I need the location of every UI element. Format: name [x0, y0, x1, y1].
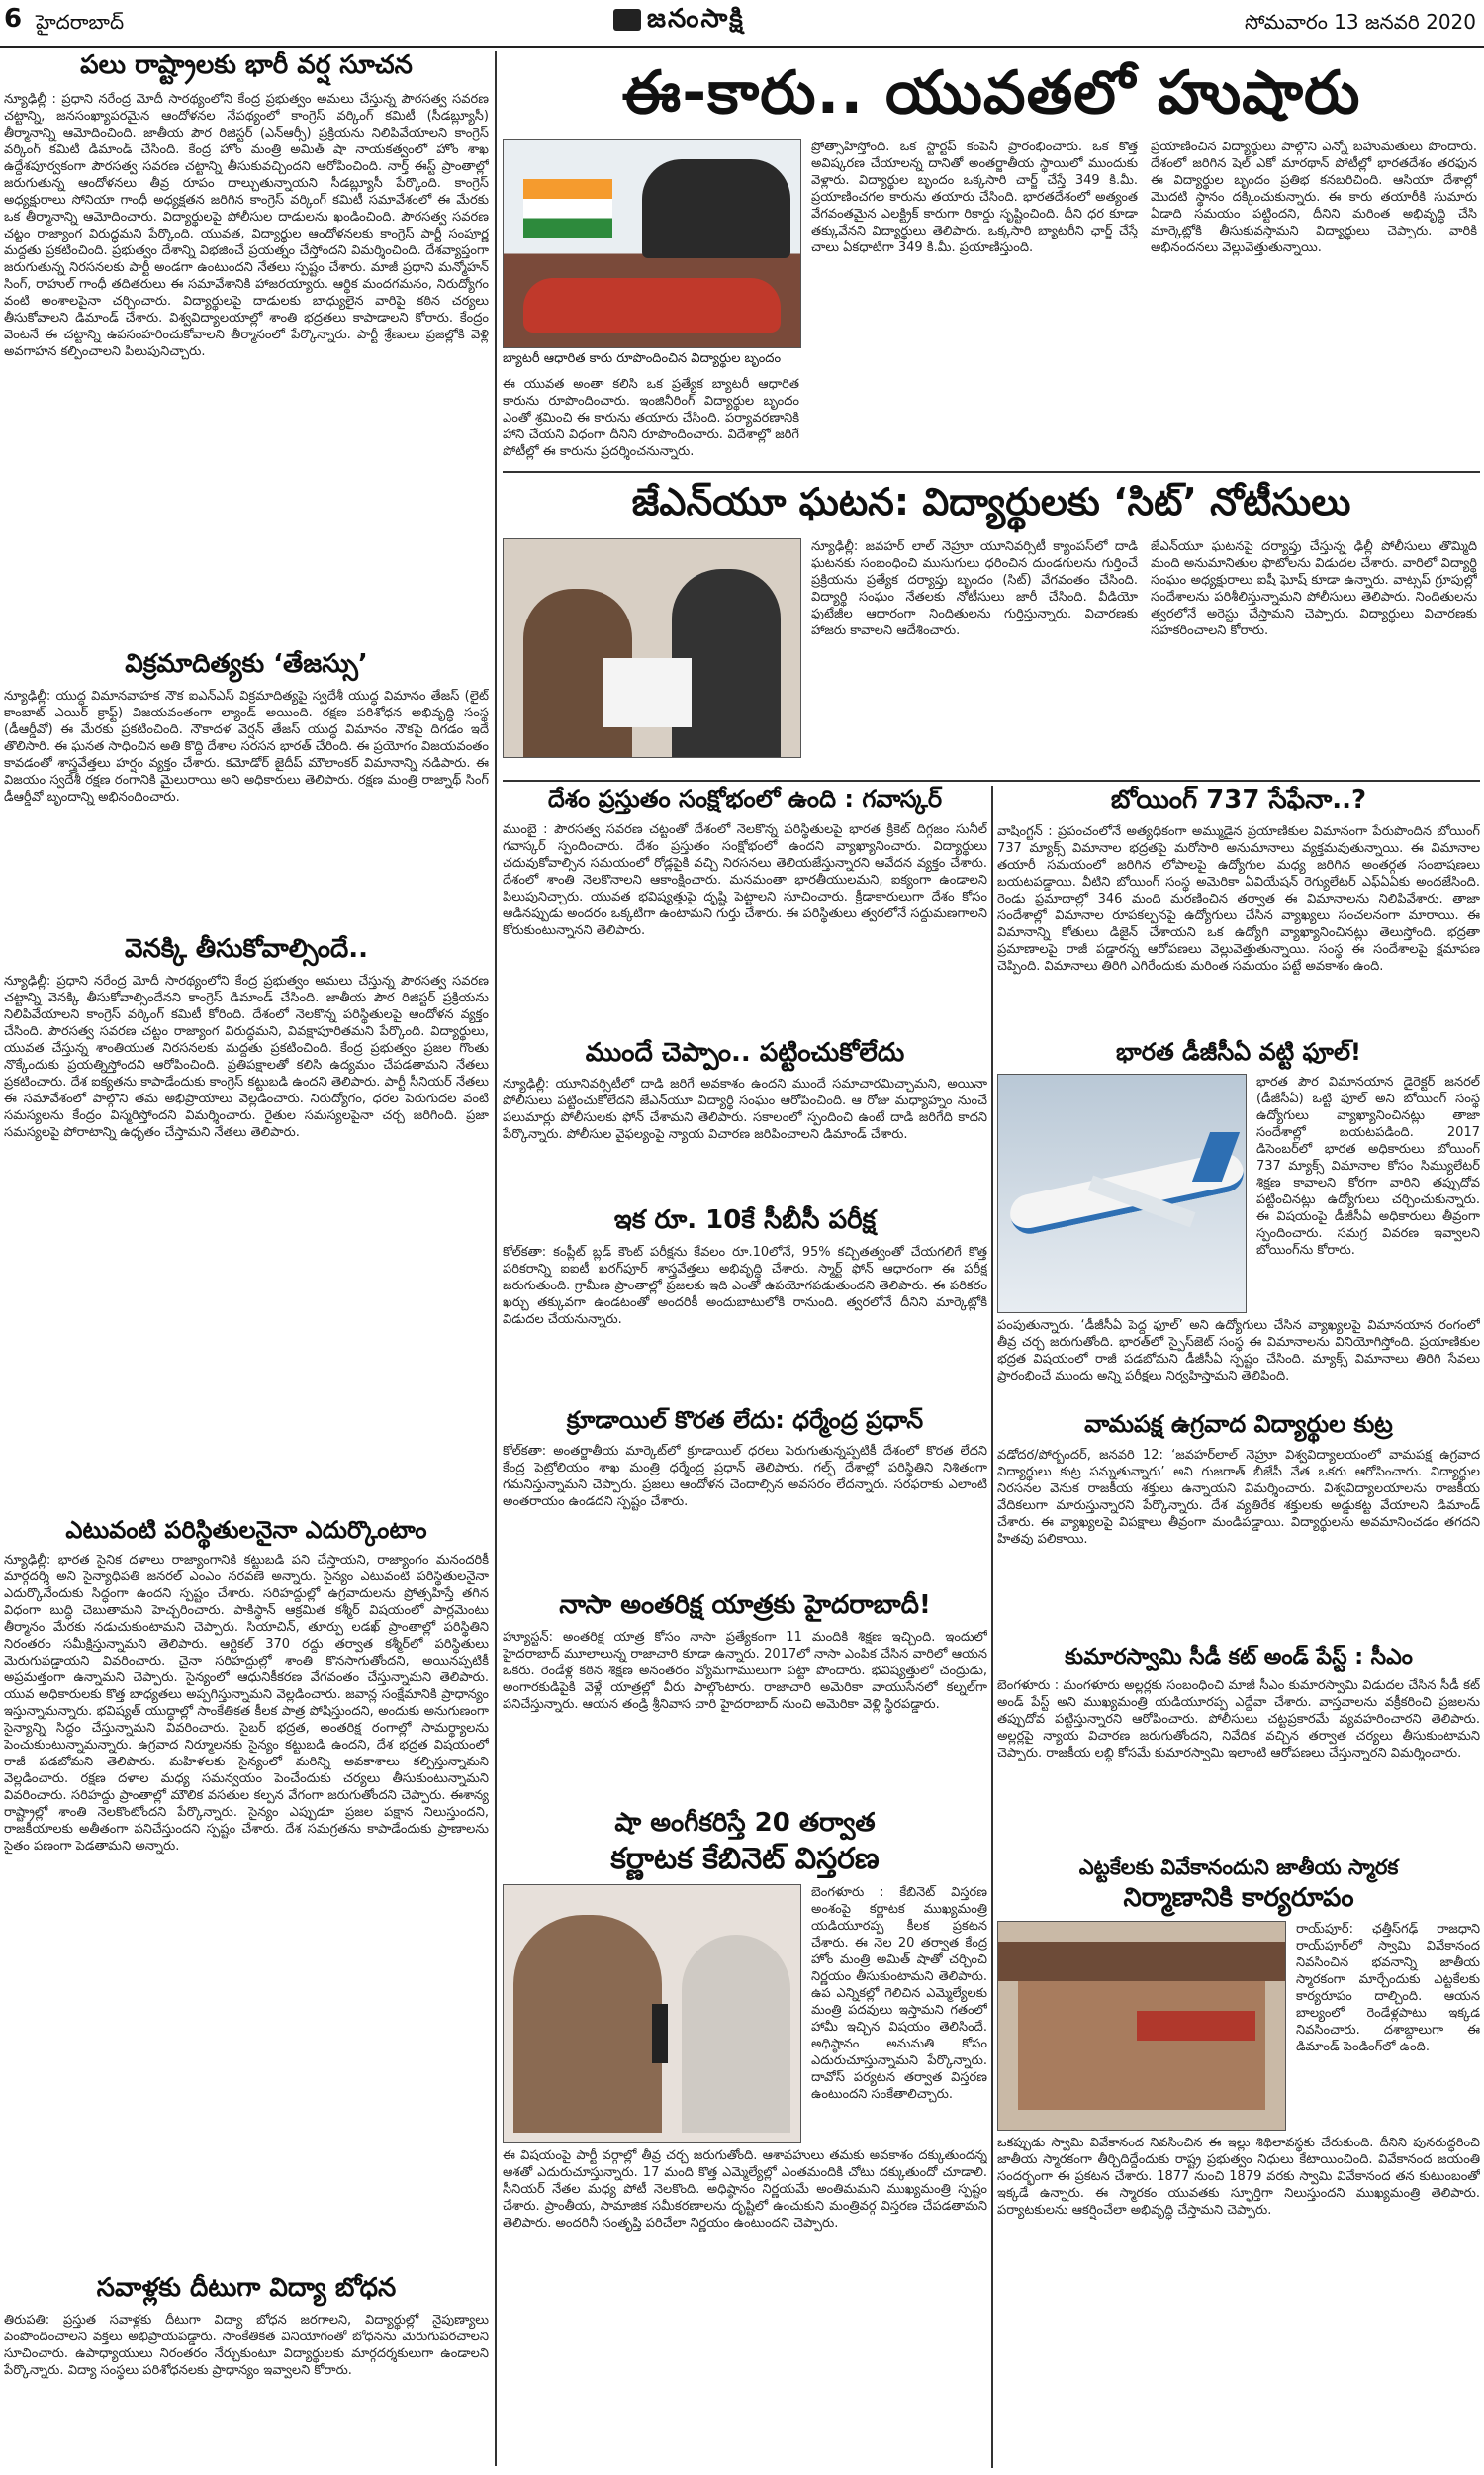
middle-column [503, 786, 987, 2468]
dgca-headline: భారత డీజీసీఏ వట్టి ఫూల్! [1116, 1037, 1361, 1066]
karnataka-headline-line1: షా అంగీకరిస్తే 20 తర్వాత [614, 1807, 876, 1838]
paper-name-text: జనంసాక్షి [647, 4, 745, 34]
vivekananda-body: రాయ్‌పూర్: ఛత్తీస్‌గఢ్ రాజధాని రాయ్‌పూర్‌లో స్వామి వివేకానంద నివసించిన భవనాన్ని జాతీయ స్మారకంగా మార్చేందుకు ఎట్టకేలకు కార్యరూపం దాల్చింది. ఆయన బాల్యంలో రెండేళ్లపాటు ఇక్కడ నివసించారు. దశాబ్దాలుగా ఈ డిమాండ్ పెండింగ్‌లో ఉంది. [1296, 1922, 1480, 2055]
karnataka-body-2: ఈ విషయంపై పార్టీ వర్గాల్లో తీవ్ర చర్చ జరుగుతోంది. ఆశావహులు తమకు అవకాశం దక్కుతుందన్న ఆశతో ఎదురుచూస్తున్నారు. 17 మంది కొత్త ఎమ్మెల్యేల్లో ఎంతమందికి చోటు దక్కుతుందో చూడాలి. సీనియర్ నేతల మధ్య పోటీ నెలకొంది. అధిష్ఠానం నిర్ణయమే అంతిమమని ముఖ్యమంత్రి స్పష్టం చేశారు. ప్రాంతీయ, సామాజిక సమీకరణాలను దృష్టిలో ఉంచుకుని మంత్రివర్గ విస్తరణ చేపడతామని తెలిపారు. అందరినీ సంతృప్తి పరిచేలా నిర్ణయం ఉంటుందని చెప్పారు. [503, 2148, 987, 2232]
leftwing-headline: వామపక్ష ఉగ్రవాద విద్యార్థుల కుట్ర [1084, 1410, 1393, 1439]
ecar-col3: ప్రయాణించిన విద్యార్థులు పాల్గొని ఎన్నో బహుమతులు పొందారు. దేశంలో జరిగిన షెల్ ఎకో మారథాన్ పోటీల్లో భారతదేశం తరఫున ఈ విద్యార్థుల బృందం ప్రతిభ కనబరిచింది. ఆసియా దేశాల్లో మొదటి స్థానం దక్కించుకున్నారు. ఈ కారు తయారీకి సుమారు ఏడాది సమయం పట్టిందని, దీనిని మరింత అభివృద్ధి చేసి మార్కెట్లోకి తీసుకువస్తామని విద్యార్థులు చెప్పారు. వారికి అభినందనలు వెల్లువెత్తుతున్నాయి. [1151, 140, 1477, 255]
nasa-headline: నాసా అంతరిక్ష యాత్రకు హైదరాబాదీ! [559, 1589, 931, 1620]
dgca-body: భారత పౌర విమానయాన డైరెక్టర్ జనరల్ (డీజీసీఏ) ఒట్టి ఫూల్ అని బోయింగ్ సంస్థ ఉద్యోగులు వ్యాఖ్యానించినట్లు తాజా సందేశాల్లో బయటపడింది. 2017 డిసెంబర్‌లో భారత అధికారులు బోయింగ్ 737 మ్యాక్స్ విమానాల కోసం సిమ్యులేటర్ శిక్షణ కావాలని కోరగా వారిని తప్పుదోవ పట్టించినట్లు ఉద్యోగులు చర్చించుకున్నారు. ఈ విషయంపై డీజీసీఏ అధికారులు తీవ్రంగా స్పందించారు. సమగ్ర వివరణ ఇవ్వాలని బోయింగ్‌ను కోరారు. [1256, 1075, 1480, 1259]
kumaraswamy-body: బెంగళూరు : మంగళూరు అల్లర్లకు సంబంధించి మాజీ సీఎం కుమారస్వామి విడుదల చేసిన సీడీ కట్ అండ్ పేస్ట్ అని ముఖ్యమంత్రి యడియూరప్ప ఎద్దేవా చేశారు. వాస్తవాలను వక్రీకరించి ప్రజలను తప్పుదోవ పట్టిస్తున్నారని ఆరోపించారు. పోలీసులు చట్టప్రకారమే వ్యవహరించారని తెలిపారు. అల్లర్లపై న్యాయ విచారణ జరుగుతోందని, నివేదిక వచ్చిన తర్వాత చర్యలు తీసుకుంటామని చెప్పారు. రాజకీయ లబ్ధి కోసమే కుమారస్వామి ఇలాంటి ఆరోపణలు చేస్తున్నారని విమర్శించారు. [997, 1678, 1480, 1761]
gavaskar-body: ముంబై : పౌరసత్వ సవరణ చట్టంతో దేశంలో నెలకొన్న పరిస్థితులపై భారత క్రికెట్ దిగ్గజం సునీల్ గవాస్కర్ స్పందించారు. దేశం ప్రస్తుతం సంక్షోభంలో ఉందని వ్యాఖ్యానించారు. విద్యార్థులు చదువుకోవాల్సిన సమయంలో రోడ్లపైకి వచ్చి నిరసనలు తెలియజేస్తున్నారని ఆవేదన వ్యక్తం చేశారు. దేశంలో శాంతి నెలకొనాలని ఆకాంక్షించారు. మనమంతా భారతీయులమని, ఐక్యంగా ఉండాలని పిలుపునిచ్చారు. యువత భవిష్యత్తుపై దృష్టి పెట్టాలని సూచించారు. క్రీడాకారులుగా దేశం కోసం ఆడినప్పుడు అందరం ఒక్కటిగా ఉంటామని గుర్తు చేశారు. ఈ పరిస్థితులు త్వరలోనే సద్దుమణగాలని కోరుకుంటున్నానని తెలిపారు. [503, 821, 987, 938]
step-back-body: న్యూఢిల్లీ: ప్రధాని నరేంద్ర మోదీ సారథ్యంలోని కేంద్ర ప్రభుత్వం అమలు చేస్తున్న పౌరసత్వ సవరణ చట్టాన్ని వెనక్కి తీసుకోవాల్సిందేనని కాంగ్రెస్ డిమాండ్ చేసింది. జాతీయ పౌర రిజిస్టర్ ప్రక్రియను నిలిపివేయాలని కాంగ్రెస్ వర్కింగ్ కమిటీ కోరింది. దేశంలో నెలకొన్న పరిస్థితులపై ఆందోళన వ్యక్తం చేసింది. పౌరసత్వ సవరణ చట్టం రాజ్యాంగ విరుద్ధమని, వివక్షాపూరితమని పేర్కొంది. విద్యార్థులు, యువత చేస్తున్న శాంతియుత నిరసనలకు మద్దతు ప్రకటించింది. కేంద్ర ప్రభుత్వం ప్రజల గొంతు నొక్కేందుకు ప్రయత్నిస్తోందని ఆరోపించింది. ప్రతిపక్షాలతో కలిసి ఉద్యమం చేపడతామని నేతలు ప్రకటించారు. దేశ ఐక్యతను కాపాడేందుకు కాంగ్రెస్ కట్టుబడి ఉందని తెలిపారు. పార్టీ సీనియర్ నేతలు ఈ సమావేశంలో పాల్గొని తమ అభిప్రాయాలు వెల్లడించారు. నిరుద్యోగం, ధరల పెరుగుదల వంటి సమస్యలను కేంద్రం విస్మరిస్తోందని విమర్శించారు. రైతుల సమస్యలపైనా చర్చ జరిగింది. ప్రజా సమస్యలపై పోరాటాన్ని ఉధృతం చేస్తామని నేతలు తెలిపారు. [4, 973, 489, 1140]
army-body: న్యూఢిల్లీ: భారత సైనిక దళాలు రాజ్యాంగానికి కట్టుబడి పని చేస్తాయని, రాజ్యాంగం మనందరికీ మార్గదర్శి అని సైన్యాధిపతి జనరల్ ఎంఎం నరవణె అన్నారు. సైన్యం ఎటువంటి పరిస్థితులనైనా ఎదుర్కొనేందుకు సిద్ధంగా ఉందని స్పష్టం చేశారు. సరిహద్దుల్లో ఉగ్రవాదులను ప్రోత్సహిస్తే తగిన విధంగా బుద్ధి చెబుతామని హెచ్చరించారు. పాకిస్థాన్ ఆక్రమిత కశ్మీర్ విషయంలో పార్లమెంటు తీర్మానం మేరకు నడుచుకుంటామని చెప్పారు. సియాచిన్, తూర్పు లడఖ్ ప్రాంతాల్లో పరిస్థితిని నిరంతరం సమీక్షిస్తున్నామని తెలిపారు. ఆర్టికల్ 370 రద్దు తర్వాత కశ్మీర్‌లో పరిస్థితులు మెరుగుపడ్డాయని వివరించారు. చైనా సరిహద్దుల్లో శాంతి కొనసాగుతోందని, అయినప్పటికీ అప్రమత్తంగా ఉన్నామని చెప్పారు. సైన్యంలో ఆధునికీకరణ వేగవంతం చేస్తున్నామని తెలిపారు. యువ అధికారులకు కొత్త బాధ్యతలు అప్పగిస్తున్నామని వెల్లడించారు. జవాన్ల సంక్షేమానికి ప్రాధాన్యం ఇస్తున్నామన్నారు. భవిష్యత్ యుద్ధాల్లో సాంకేతికత కీలక పాత్ర పోషిస్తుందని, అందుకు అనుగుణంగా సైన్యాన్ని సిద్ధం చేస్తున్నామని వివరించారు. సైబర్ భద్రత, అంతరిక్ష రంగాల్లో సామర్థ్యాలను పెంచుకుంటున్నామన్నారు. ఉగ్రవాద నిర్మూలనకు సైన్యం కట్టుబడి ఉందని, దేశ భద్రత విషయంలో రాజీ పడబోమని తెలిపారు. మహిళలకు సైన్యంలో మరిన్ని అవకాశాలు కల్పిస్తున్నామని వెల్లడించారు. రక్షణ దళాల మధ్య సమన్వయం పెంచేందుకు చర్యలు తీసుకుంటున్నామని వివరించారు. సరిహద్దు ప్రాంతాల్లో మౌలిక వసతుల కల్పన వేగంగా జరుగుతోందని చెప్పారు. ఈశాన్య రాష్ట్రాల్లో శాంతి నెలకొంటోందని పేర్కొన్నారు. సైన్యం ఎప్పుడూ ప్రజల పక్షాన నిలుస్తుందని, రాజకీయాలకు అతీతంగా పనిచేస్తుందని స్పష్టం చేశారు. దేశ సమగ్రతను కాపాడేందుకు ప్రాణాలను సైతం పణంగా పెడతామని అన్నారు. [4, 1553, 489, 1855]
paper-name [613, 4, 745, 40]
jnu-article [503, 477, 1480, 774]
column-divider-left [495, 51, 497, 2466]
issue-date: సోమవారం 13 జనవరి 2020 [1244, 10, 1476, 34]
divider-ecar [503, 471, 1480, 473]
vivekananda-house-photo [997, 1921, 1286, 2131]
jnu-headline: జేఎన్‌యూ ఘటన: విద్యార్థులకు ‘సిట్’ నోటీసులు [631, 480, 1351, 524]
flag-photo-element [523, 179, 612, 238]
warned-body: న్యూఢిల్లీ: యూనివర్సిటీలో దాడి జరిగే అవకాశం ఉందని ముందే సమాచారమిచ్చామని, అయినా పోలీసులు పట్టించుకోలేదని జేఎన్‌యూ విద్యార్థి సంఘం ఆరోపించింది. ఆ రోజు మధ్యాహ్నం నుంచే పలుమార్లు పోలీసులకు ఫోన్ చేశామని తెలిపారు. సకాలంలో స్పందించి ఉంటే దాడి జరిగేది కాదని పేర్కొన్నారు. పోలీసుల వైఫల్యంపై న్యాయ విచారణ జరిపించాలని డిమాండ్ చేశారు. [503, 1077, 987, 1143]
car-shape [523, 278, 781, 333]
rains-body: న్యూఢిల్లీ : ప్రధాని నరేంద్ర మోదీ సారథ్యంలోని కేంద్ర ప్రభుత్వం అమలు చేస్తున్న పౌరసత్వ సవరణ చట్టాన్ని, జనసంఖ్యాపరమైన ఆందోళనల నేపథ్యంలో కాంగ్రెస్ వర్కింగ్ కమిటీ (సీడబ్ల్యూసీ) తీర్మానాన్ని ఆమోదించింది. జాతీయ పౌర రిజిస్టర్ (ఎన్ఆర్సీ) ప్రక్రియను నిలిపివేయాలని కాంగ్రెస్ వర్కింగ్ కమిటీ డిమాండ్ చేసింది. కేంద్ర హోం మంత్రి అమిత్ షా నాయకత్వంలో హోం శాఖ ఉద్దేశపూర్వకంగా పౌరసత్వ సవరణ చట్టాన్ని తీసుకువచ్చిందని ఆరోపించింది. నార్త్ ఈస్ట్ ప్రాంతాల్లో జరుగుతున్న ఆందోళనలు తీవ్ర రూపం దాల్చుతున్నాయని సీడబ్ల్యూసీ పేర్కొంది. కాంగ్రెస్ అధ్యక్షురాలు సోనియా గాంధీ అధ్యక్షతన జరిగిన కాంగ్రెస్ వర్కింగ్ కమిటీ సమావేశంలో ఈ మేరకు ఒక తీర్మానాన్ని ఆమోదించారు. విద్యార్థులపై పోలీసుల దాడులను ఖండించింది. పౌరసత్వ సవరణ చట్టం రాజ్యాంగ విరుద్ధమని పేర్కొంది. యువత, విద్యార్థుల ఆందోళనలకు కాంగ్రెస్ పార్టీ సంపూర్ణ మద్దతు ప్రకటించింది. ప్రభుత్వం దేశాన్ని విభజించే ప్రయత్నం చేస్తోందని విమర్శించింది. దేశవ్యాప్తంగా జరుగుతున్న నిరసనలకు పార్టీ అండగా ఉంటుందని నేతలు స్పష్టం చేశారు. మాజీ ప్రధాని మన్మోహన్ సింగ్, రాహుల్ గాంధీ తదితరులు ఈ సమావేశానికి హాజరయ్యారు. ఆర్థిక మందగమనం, నిరుద్యోగం వంటి అంశాలపైనా చర్చించారు. విద్యార్థులపై దాడులకు బాధ్యులైన వారిపై కఠిన చర్యలు తీసుకోవాలని డిమాండ్ చేశారు. విశ్వవిద్యాలయాల్లో శాంతి భద్రతలు కాపాడాలని కోరారు. కేంద్రం వెంటనే ఈ చట్టాన్ని ఉపసంహరించుకోవాలని తీర్మానంలో పేర్కొన్నారు. పార్టీ శ్రేణులు ప్రజల్లోకి వెళ్లి అవగాహన కల్పించాలని పిలుపునిచ్చారు. [4, 91, 489, 359]
document-held [603, 658, 692, 727]
right-column [997, 786, 1480, 2468]
karnataka-body: బెంగళూరు : కేబినెట్ విస్తరణ అంశంపై కర్ణాటక ముఖ్యమంత్రి యడియూరప్ప కీలక ప్రకటన చేశారు. ఈ నెల 20 తర్వాత కేంద్ర హోం మంత్రి అమిత్ షాతో చర్చించి నిర్ణయం తీసుకుంటామని తెలిపారు. ఉప ఎన్నికల్లో గెలిచిన ఎమ్మెల్యేలకు మంత్రి పదవులు ఇస్తామని గతంలో హామీ ఇచ్చిన విషయం తెలిసిందే. అధిష్ఠానం అనుమతి కోసం ఎదురుచూస్తున్నామని పేర్కొన్నారు. దావోస్ పర్యటన తర్వాత విస్తరణ ఉంటుందని సంకేతాలిచ్చారు. [811, 1885, 987, 2103]
crude-headline: క్రూడాయిల్ కొరత లేదు: ధర్మేంద్ర ప్రధాన్ [566, 1406, 924, 1435]
vivekananda-body-2: ఒకప్పుడు స్వామి వివేకానంద నివసించిన ఈ ఇల్లు శిథిలావస్థకు చేరుకుంది. దీనిని పునరుద్ధరించి జాతీయ స్మారకంగా తీర్చిదిద్దేందుకు రాష్ట్ర ప్రభుత్వం నిధులు కేటాయించింది. వివేకానంద జయంతి సందర్భంగా ఈ ప్రకటన చేశారు. 1877 నుంచి 1879 వరకు స్వామి వివేకానంద తన కుటుంబంతో ఇక్కడే ఉన్నారు. ఈ స్మారకం యువతకు స్ఫూర్తిగా నిలుస్తుందని ముఖ్యమంత్రి తెలిపారు. పర్యాటకులను ఆకర్షించేలా అభివృద్ధి చేస్తామని చెప్పారు. [997, 2136, 1480, 2219]
column-divider-right [991, 786, 993, 2468]
tejas-headline: విక్రమాదిత్యకు ‘తేజస్సు’ [125, 648, 368, 679]
education-body: తిరుపతి: ప్రస్తుత సవాళ్లకు దీటుగా విద్యా బోధన జరగాలని, విద్యార్థుల్లో నైపుణ్యాలు పెంపొందించాలని వక్తలు అభిప్రాయపడ్డారు. సాంకేతికత వినియోగంతో బోధనను మెరుగుపరచాలని సూచించారు. ఉపాధ్యాయులు నిరంతరం నేర్చుకుంటూ విద్యార్థులకు మార్గదర్శకులుగా ఉండాలని పేర్కొన్నారు. విద్యా సంస్థలు పరిశోధనలకు ప్రాధాన్యం ఇవ్వాలని కోరారు. [4, 2313, 489, 2379]
microphone [652, 2004, 668, 2063]
vivekananda-headline-line1: ఎట్టకేలకు వివేకానందుని జాతీయ స్మారక [1078, 1856, 1399, 1880]
ecar-col2: ప్రోత్సాహిస్తోంది. ఒక స్టార్టప్ కంపెనీ ప్రారంభించారు. ఒక కొత్త అవిష్కరణ చేయాలన్న దానితో అంతర్జాతీయ స్థాయిలో ముందుకు వెళ్లారు. విద్యార్థుల బృందం ఒక్కసారి చార్జ్ చేస్తే 349 కి.మీ. ప్రయాణించగల కారును తయారు చేసింది. భారతదేశంలో అత్యంత వేగవంతమైన ఎలక్ట్రిక్ కారుగా రికార్డు సృష్టించింది. దీని ధర కూడా తక్కువేనని విద్యార్థులు తెలిపారు. ఒక్కసారి బ్యాటరీని ఛార్జ్ చేస్తే చాలు ఏకధాటిగా 349 కి.మీ. ప్రయాణిస్తుంది. [811, 140, 1138, 255]
kumaraswamy-headline: కుమారస్వామి సీడీ కట్ అండ్ పేస్ట్ : సీఎం [1065, 1645, 1413, 1670]
ecar-photo [503, 139, 801, 348]
page-number: 6 [4, 4, 23, 34]
left-column [4, 51, 489, 2471]
newspaper-logo-icon [613, 9, 641, 31]
cbse-body: కోల్‌కతా: కంప్లీట్ బ్లడ్ కౌంట్ పరీక్షను కేవలం రూ.10లోనే, 95% కచ్చితత్వంతో చేయగలిగే కొత్త పరికరాన్ని ఐఐటీ ఖరగ్‌పూర్ శాస్త్రవేత్తలు అభివృద్ధి చేశారు. స్మార్ట్ ఫోన్ ఆధారంగా ఈ పరీక్ష జరుగుతుంది. గ్రామీణ ప్రాంతాల్లో ప్రజలకు ఇది ఎంతో ఉపయోగపడుతుందని తెలిపారు. ఈ పరికరం ఖర్చు తక్కువగా ఉండటంతో అందరికీ అందుబాటులోకి రానుంది. త్వరలోనే దీనిని మార్కెట్లోకి విడుదల చేయనున్నారు. [503, 1245, 987, 1328]
jnu-col2: జేఎన్‌యూ ఘటనపై దర్యాప్తు చేస్తున్న ఢిల్లీ పోలీసులు తొమ్మిది మంది అనుమానితుల ఫొటోలను విడుదల చేశారు. వారిలో విద్యార్థి సంఘం అధ్యక్షురాలు ఐషీ ఘోష్ కూడా ఉన్నారు. వాట్సప్ గ్రూపుల్లో సందేశాలను పరిశీలిస్తున్నామని పోలీసులు తెలిపారు. నిందితులను త్వరలోనే అరెస్టు చేస్తామని చెప్పారు. విద్యార్థులు విచారణకు సహకరించాలని కోరారు. [1151, 539, 1477, 638]
karnataka-photo [503, 1884, 801, 2143]
education-headline: సవాళ్లకు దీటుగా విద్యా బోధన [96, 2273, 397, 2304]
gavaskar-headline: దేశం ప్రస్తుతం సంక్షోభంలో ఉంది : గవాస్కర్ [547, 786, 943, 812]
cbse-headline: ఇక రూ. 10కే సీబీసీ పరీక్ష [613, 1205, 877, 1236]
divider-jnu [503, 780, 1480, 782]
ecar-col1: ఈ యువత అంతా కలిసి ఒక ప్రత్యేక బ్యాటరీ ఆధారిత కారును రూపొందించారు. ఇంజినీరింగ్ విద్యార్థుల బృందం ఎంతో శ్రమించి ఈ కారును తయారు చేసింది. పర్యావరణానికి హాని చేయని విధంగా దీనిని రూపొందించారు. విదేశాల్లో జరిగే పోటీల్లో ఈ కారును ప్రదర్శించనున్నారు. [503, 377, 799, 459]
crude-body: కోల్‌కతా: అంతర్జాతీయ మార్కెట్‌లో క్రూడాయిల్ ధరలు పెరుగుతున్నప్పటికీ దేశంలో కొరత లేదని కేంద్ర పెట్రోలియం శాఖ మంత్రి ధర్మేంద్ర ప్రధాన్ తెలిపారు. గల్ఫ్ దేశాల్లో పరిస్థితిని నిశితంగా గమనిస్తున్నామని చెప్పారు. ప్రజలు ఆందోళన చెందాల్సిన అవసరం లేదన్నారు. సరఫరాకు ఎలాంటి అంతరాయం ఉండదని స్పష్టం చేశారు. [503, 1443, 987, 1509]
ecar-photo-caption: బ్యాటరీ ఆధారిత కారు రూపొందించిన విద్యార్థుల బృందం [503, 351, 782, 366]
boeing-plane-photo [997, 1074, 1247, 1313]
karnataka-headline-line2: కర్ణాటక కేబినెట్ విస్తరణ [610, 1841, 880, 1876]
rains-headline: పలు రాష్ట్రాలకు భారీ వర్ష సూచన [80, 51, 413, 80]
dgca-body-2: పంపుతున్నారు. ‘డీజీసీఏ పెద్ద ఫూల్’ అని ఉద్యోగులు చేసిన వ్యాఖ్యలపై విమానయాన రంగంలో తీవ్ర చర్చ జరుగుతోంది. భారత్‌లో స్పైస్‌జెట్ సంస్థ ఈ విమానాలను వినియోగిస్తోంది. ప్రయాణికుల భద్రత విషయంలో రాజీ పడబోమని డీజీసీఏ స్పష్టం చేసింది. మ్యాక్స్ విమానాలు తిరిగి సేవలు ప్రారంభించే ముందు అన్ని పరీక్షలు నిర్వహిస్తామని తెలిపింది. [997, 1318, 1480, 1384]
students-group [642, 159, 790, 258]
amit-shah-figure [513, 1915, 662, 2133]
tejas-body: న్యూఢిల్లీ: యుద్ధ విమానవాహక నౌక ఐఎన్ఎస్ విక్రమాదిత్యపై స్వదేశీ యుద్ధ విమానం తేజస్ (లైట్ కాంబాట్ ఎయిర్ క్రాఫ్ట్) విజయవంతంగా ల్యాండ్ అయింది. రక్షణ పరిశోధన అభివృద్ధి సంస్థ (డీఆర్డీవో) ఈ మేరకు ప్రకటించింది. నౌకాదళ వెర్షన్ తేజస్ యుద్ధ విమానం నౌకపై దిగడం ఇదే తొలిసారి. ఈ ఘనత సాధించిన అతి కొద్ది దేశాల సరసన భారత్ చేరింది. ఈ ప్రయోగం విజయవంతం కావడంతో శాస్త్రవేత్తలు హర్షం వ్యక్తం చేశారు. కమోడోర్ జైదీప్ మౌలాంకర్ విమానాన్ని నడిపారు. ఈ విజయం స్వదేశీ రక్షణ రంగానికి మైలురాయి అని అధికారులు తెలిపారు. రక్షణ మంత్రి రాజ్నాథ్ సింగ్ డీఆర్డీవో బృందాన్ని అభినందించారు. [4, 688, 489, 805]
ecar-headline: ఈ-కారు.. యువతలో హుషారు [621, 58, 1361, 128]
nasa-body: హ్యూస్టన్: అంతరిక్ష యాత్ర కోసం నాసా ప్రత్యేకంగా 11 మందికి శిక్షణ ఇచ్చింది. ఇందులో హైదరాబాద్ మూలాలున్న రాజాచారి కూడా ఉన్నారు. 2017లో నాసా ఎంపిక చేసిన వారిలో ఆయన ఒకరు. రెండేళ్ల కఠిన శిక్షణ అనంతరం వ్యోమగాములుగా పట్టా పొందారు. భవిష్యత్తులో చంద్రుడు, అంగారకుడిపైకి వెళ్లే యాత్రల్లో వీరు పాల్గొంటారు. రాజాచారి అమెరికా వాయుసేనలో కల్నల్‌గా పనిచేస్తున్నారు. ఆయన తండ్రి శ్రీనివాస చారి హైదరాబాద్ నుంచి అమెరికా వెళ్లి స్థిరపడ్డారు. [503, 1629, 987, 1712]
leftwing-body: వడోదర/పోర్బందర్, జనవరి 12: ‘జవహర్‌లాల్ నెహ్రూ విశ్వవిద్యాలయంలో వామపక్ష ఉగ్రవాద విద్యార్థులు కుట్ర పన్నుతున్నారు’ అని గుజరాత్ బీజేపీ నేత ఒకరు ఆరోపించారు. విద్యార్థుల నిరసనల వెనుక రాజకీయ శక్తులు ఉన్నాయని విమర్శించారు. విశ్వవిద్యాలయాలను రాజకీయ వేదికలుగా మారుస్తున్నారని పేర్కొన్నారు. దేశ వ్యతిరేక శక్తులకు అడ్డుకట్ట వేయాలని డిమాండ్ చేశారు. ఈ వ్యాఖ్యలపై విపక్షాలు తీవ్రంగా మండిపడ్డాయి. విద్యార్థులను అవమానించడం తగదని హితవు పలికాయి. [997, 1448, 1480, 1548]
house-wall [1018, 1981, 1265, 2110]
house-signboard [1137, 2011, 1255, 2041]
boeing-body: వాషింగ్టన్ : ప్రపంచంలోనే అత్యధికంగా అమ్ముడైన ప్రయాణికుల విమానంగా పేరుపొందిన బోయింగ్ 737 మ్యాక్స్ విమానాల భద్రతపై మరోసారి అనుమానాలు వ్యక్తమవుతున్నాయి. ఈ విమానాల తయారీ సమయంలో జరిగిన లోపాలపై ఉద్యోగుల మధ్య జరిగిన అంతర్గత సంభాషణలు బయటపడ్డాయి. వీటిని బోయింగ్ సంస్థ అమెరికా ఏవియేషన్ రెగ్యులేటర్ ఎఫ్ఏఏకు అందజేసింది. రెండు ప్రమాదాల్లో 346 మంది మరణించిన తర్వాత ఈ విమానాలను నిలిపివేశారు. తాజా సందేశాల్లో విమానాల రూపకల్పనపై ఉద్యోగులు చేసిన వ్యాఖ్యలు సంచలనంగా మారాయి. ఈ విమానాన్ని కోతులు డిజైన్ చేశాయని ఒక ఉద్యోగి వ్యాఖ్యానించినట్లు తెలుస్తోంది. భద్రతా ప్రమాణాలపై రాజీ పడ్డారన్న ఆరోపణలు వెల్లువెత్తుతున్నాయి. సంస్థ ఈ సందేశాలపై క్షమాపణ చెప్పింది. విమానాలు తిరిగి ఎగిరేందుకు మరింత సమయం పట్టే అవకాశం ఉంది. [997, 823, 1480, 974]
masthead [0, 0, 1484, 48]
warned-headline: ముందే చెప్పాం.. పట్టించుకోలేదు [585, 1037, 905, 1068]
yediyurappa-figure [682, 1935, 790, 2133]
step-back-headline: వెనక్కి తీసుకోవాల్సిందే.. [124, 933, 369, 964]
house-roof [998, 1942, 1285, 1981]
edition-city: హైదరాబాద్ [36, 10, 125, 34]
boeing-headline: బోయింగ్ 737 సేఫేనా..? [1110, 786, 1367, 814]
army-headline: ఎటువంటి పరిస్థితులనైనా ఎదుర్కొంటాం [65, 1515, 427, 1544]
vivekananda-headline-line2: నిర్మాణానికి కార్యరూపం [1123, 1882, 1354, 1913]
jnu-col1: న్యూఢిల్లీ: జవహర్ లాల్ నెహ్రూ యూనివర్సిటీ క్యాంపస్‌లో దాడి ఘటనకు సంబంధించి ముసుగులు ధరించిన దుండగులను గుర్తించే ప్రక్రియను ప్రత్యేక దర్యాప్తు బృందం (సిట్) వేగవంతం చేసింది. విద్యార్థి సంఘం నేతలకు నోటీసులు జారీ చేసింది. వీడియో ఫుటేజీల ఆధారంగా నిందితులను గుర్తిస్తున్నారు. విచారణకు హాజరు కావాలని ఆదేశించారు. [811, 539, 1138, 638]
jnu-press-photo [503, 538, 801, 758]
